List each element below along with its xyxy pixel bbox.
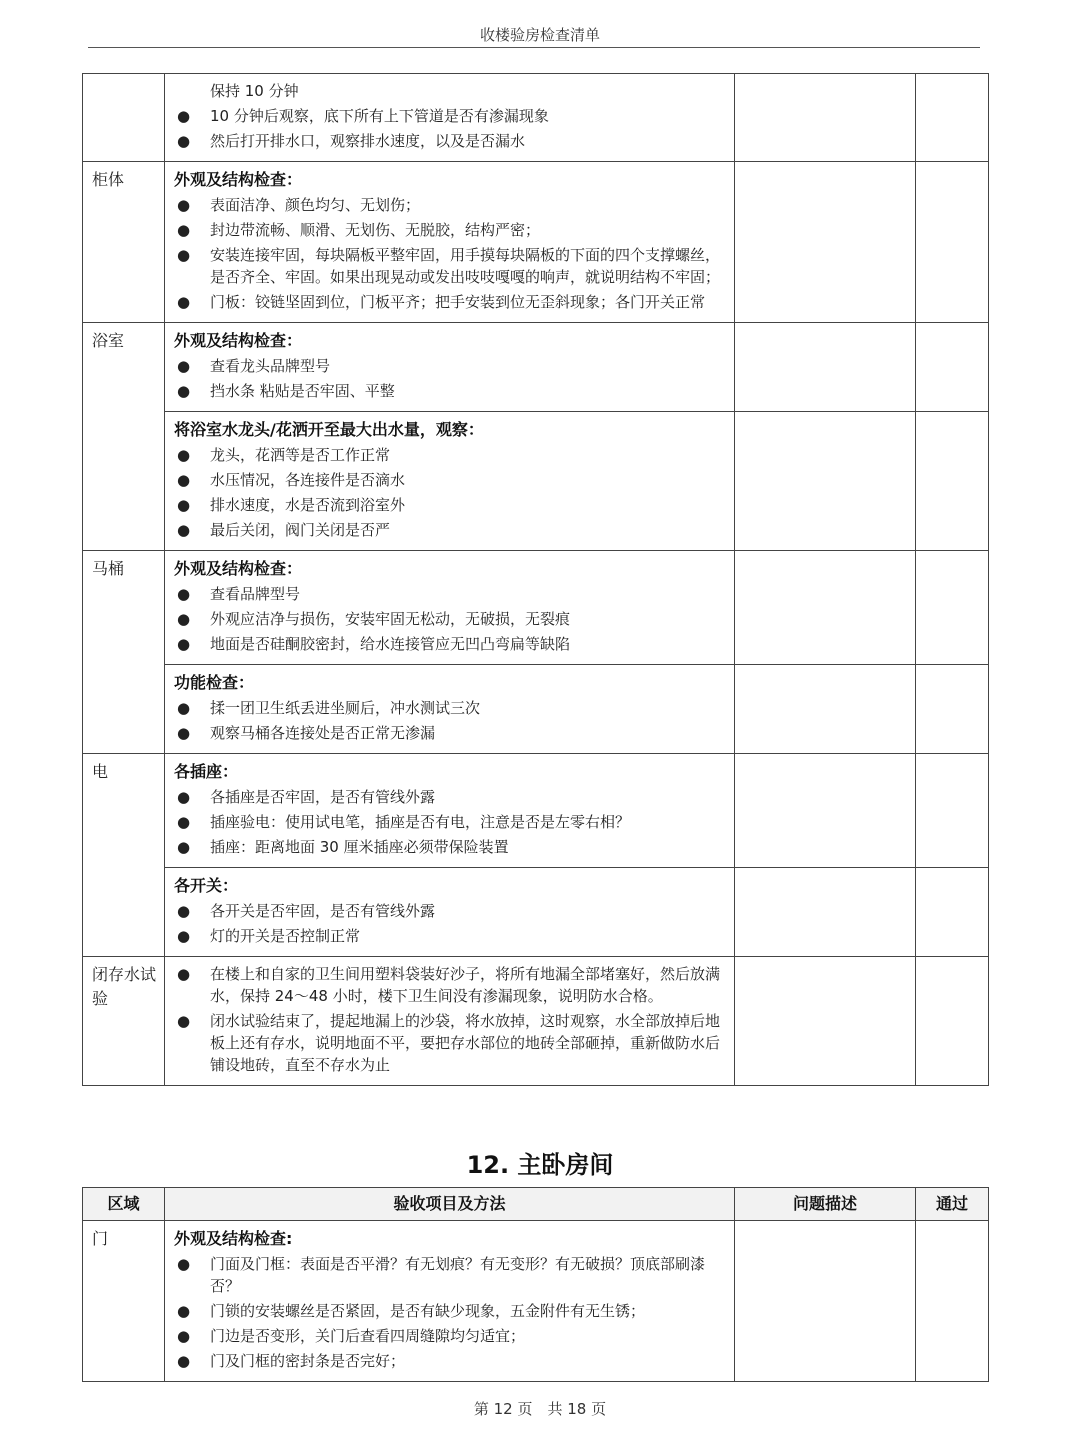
checklist (174, 963, 726, 1076)
list-item-text: 龙头，花洒等是否工作正常 (210, 446, 391, 464)
table-row (83, 665, 989, 754)
bullet-icon: ● (177, 293, 191, 311)
list-item-text: 插座验电：使用试电笔，插座是否有电，注意是否是左零右相？ (210, 813, 631, 831)
header-desc: 问题描述 (735, 1188, 916, 1221)
header-divider (88, 47, 980, 48)
bullet-icon: ● (177, 521, 191, 539)
bullet-icon: ● (177, 724, 191, 742)
section-heading: 各插座： (174, 762, 239, 781)
bullet-icon: ● (177, 382, 191, 400)
header-pass: 通过 (916, 1188, 989, 1221)
list-item (174, 1325, 726, 1347)
bullet-icon: ● (177, 927, 191, 945)
list-item (174, 1350, 726, 1372)
items-cell (165, 162, 735, 323)
problem-description-cell[interactable] (735, 868, 916, 957)
list-item (174, 194, 726, 216)
list-item (174, 722, 726, 744)
section-heading: 外观及结构检查： (174, 170, 303, 189)
list-item-text: 10 分钟后观察，底下所有上下管道是否有渗漏现象 (210, 107, 549, 125)
list-item (174, 583, 726, 605)
problem-description-cell[interactable] (735, 162, 916, 323)
table-row (83, 754, 989, 868)
items-cell (165, 74, 735, 162)
list-item (174, 105, 726, 127)
bullet-icon: ● (177, 699, 191, 717)
list-item-text: 封边带流畅、顺滑、无划伤、无脱胶，结构严密； (210, 221, 541, 239)
list-item (174, 1010, 726, 1076)
bullet-icon: ● (177, 496, 191, 514)
page-footer: 第 12 页 共 18 页 (473, 1400, 607, 1418)
list-item-text: 水压情况，各连接件是否滴水 (210, 471, 406, 489)
page-header-title: 收楼验房检查清单 (479, 26, 600, 44)
header-area: 区域 (83, 1188, 165, 1221)
bullet-icon: ● (177, 635, 191, 653)
list-item (174, 633, 726, 655)
area-cell: 马桶 (83, 551, 165, 754)
list-item (174, 1253, 726, 1297)
items-cell (165, 551, 735, 665)
list-item-text: 然后打开排水口，观察排水速度，以及是否漏水 (210, 132, 526, 150)
list-item (174, 836, 726, 858)
list-item (174, 380, 726, 402)
list-item-text: 闭水试验结束了，提起地漏上的沙袋，将水放掉，这时观察，水全部放掉后地板上还有存水，说明地面不平，要把存水部位的地砖全部砸掉，重新做防水后铺设地砖，直至不存水为止 (210, 1012, 721, 1074)
bullet-icon: ● (177, 1302, 191, 1320)
list-item (174, 494, 726, 516)
bullet-icon: ● (177, 965, 191, 983)
list-item (174, 608, 726, 630)
checklist (174, 444, 726, 541)
items-cell (165, 1221, 735, 1382)
table-row (83, 868, 989, 957)
list-item (174, 786, 726, 808)
items-cell (165, 957, 735, 1086)
section-heading: 外观及结构检查： (174, 331, 303, 350)
list-item-text: 挡水条 粘贴是否牢固、平整 (210, 382, 395, 400)
list-item-text: 观察马桶各连接处是否正常无渗漏 (210, 724, 436, 742)
items-cell (165, 754, 735, 868)
list-item (174, 80, 726, 102)
section-heading: 功能检查： (174, 673, 255, 692)
section-heading: 外观及结构检查： (174, 559, 303, 578)
bullet-icon: ● (177, 221, 191, 239)
list-item-text: 保持 10 分钟 (210, 82, 299, 100)
problem-description-cell[interactable] (735, 323, 916, 412)
checklist (174, 786, 726, 858)
pass-cell[interactable] (916, 323, 989, 412)
list-item (174, 444, 726, 466)
items-cell (165, 323, 735, 412)
list-item-text: 地面是否硅酮胶密封，给水连接管应无凹凸弯扁等缺陷 (210, 635, 571, 653)
list-item-text: 安装连接牢固，每块隔板平整牢固，用手摸每块隔板的下面的四个支撑螺丝，是否齐全、牢固。如果出现晃动或发出吱吱嘎嘎的响声，就说明结构不牢固； (210, 246, 721, 286)
pass-cell[interactable] (916, 754, 989, 868)
pass-cell[interactable] (916, 665, 989, 754)
master-bedroom-table (82, 1187, 989, 1382)
list-item-text: 各插座是否牢固，是否有管线外露 (210, 788, 436, 806)
pass-cell[interactable] (916, 957, 989, 1086)
bullet-icon: ● (177, 838, 191, 856)
checklist (174, 1253, 726, 1372)
section-heading: 将浴室水龙头/花洒开至最大出水量，观察： (174, 420, 484, 439)
list-item-text: 表面洁净、颜色均匀、无划伤； (210, 196, 421, 214)
list-item-text: 门边是否变形，关门后查看四周缝隙均匀适宜； (210, 1327, 526, 1345)
checklist (174, 697, 726, 744)
list-item-text: 灯的开关是否控制正常 (210, 927, 361, 945)
list-item (174, 697, 726, 719)
list-item-text: 各开关是否牢固，是否有管线外露 (210, 902, 436, 920)
problem-description-cell[interactable] (735, 665, 916, 754)
area-cell: 柜体 (83, 162, 165, 323)
table-header-row (83, 1188, 989, 1221)
list-item (174, 355, 726, 377)
bullet-icon: ● (177, 446, 191, 464)
section-title: 12. 主卧房间 (466, 1151, 614, 1179)
inspection-table-continued (82, 73, 989, 1086)
list-item (174, 219, 726, 241)
problem-description-cell[interactable] (735, 551, 916, 665)
section-heading: 各开关： (174, 876, 239, 895)
bullet-icon: ● (177, 585, 191, 603)
list-item (174, 900, 726, 922)
list-item-text: 查看品牌型号 (210, 585, 301, 603)
bullet-icon: ● (177, 357, 191, 375)
bullet-icon: ● (177, 132, 191, 150)
list-item (174, 963, 726, 1007)
section-heading: 外观及结构检查: (174, 1229, 293, 1248)
table-row (83, 957, 989, 1086)
header-items: 验收项目及方法 (165, 1188, 735, 1221)
list-item-text: 插座：距离地面 30 厘米插座必须带保险装置 (210, 838, 509, 856)
list-item-text: 门板：铰链坚固到位，门板平齐；把手安装到位无歪斜现象；各门开关正常 (210, 293, 706, 311)
bullet-icon: ● (177, 902, 191, 920)
list-item-text: 最后关闭，阀门关闭是否严 (210, 521, 391, 539)
table-row (83, 323, 989, 412)
checklist (174, 583, 726, 655)
list-item (174, 244, 726, 288)
bullet-icon: ● (177, 196, 191, 214)
table-row (83, 1221, 989, 1382)
list-item-text: 排水速度，水是否流到浴室外 (210, 496, 406, 514)
list-item-text: 查看龙头品牌型号 (210, 357, 331, 375)
area-cell: 电 (83, 754, 165, 957)
pass-cell[interactable] (916, 74, 989, 162)
pass-cell[interactable] (916, 1221, 989, 1382)
table-row (83, 162, 989, 323)
list-item (174, 291, 726, 313)
bullet-icon: ● (177, 1255, 191, 1273)
list-item (174, 925, 726, 947)
bullet-icon: ● (177, 788, 191, 806)
list-item-text: 门锁的安装螺丝是否紧固，是否有缺少现象，五金附件有无生锈； (210, 1302, 646, 1320)
table-row (83, 74, 989, 162)
list-item-text: 门面及门框：表面是否平滑？有无划痕？有无变形？有无破损？顶底部刷漆否？ (210, 1255, 706, 1295)
checklist (174, 900, 726, 947)
area-cell: 闭存水试验 (83, 957, 165, 1086)
problem-description-cell[interactable] (735, 1221, 916, 1382)
list-item (174, 1300, 726, 1322)
list-item (174, 130, 726, 152)
list-item-text: 揉一团卫生纸丢进坐厕后，冲水测试三次 (210, 699, 481, 717)
bullet-icon: ● (177, 610, 191, 628)
checklist (174, 80, 726, 152)
pass-cell[interactable] (916, 868, 989, 957)
bullet-icon: ● (177, 1327, 191, 1345)
list-item (174, 469, 726, 491)
items-cell (165, 412, 735, 551)
list-item (174, 519, 726, 541)
list-item (174, 811, 726, 833)
table-row (83, 551, 989, 665)
items-cell (165, 665, 735, 754)
list-item-text: 在楼上和自家的卫生间用塑料袋装好沙子，将所有地漏全部堵塞好，然后放满水，保持 24～48 小时，楼下卫生间没有渗漏现象，说明防水合格。 (210, 965, 721, 1005)
problem-description-cell[interactable] (735, 754, 916, 868)
area-cell: 门 (83, 1221, 165, 1382)
problem-description-cell[interactable] (735, 412, 916, 551)
pass-cell[interactable] (916, 162, 989, 323)
bullet-icon: ● (177, 813, 191, 831)
problem-description-cell[interactable] (735, 74, 916, 162)
area-cell (83, 74, 165, 162)
pass-cell[interactable] (916, 412, 989, 551)
bullet-icon: ● (177, 107, 191, 125)
list-item-text: 门及门框的密封条是否完好； (210, 1352, 406, 1370)
list-item-text: 外观应洁净与损伤，安装牢固无松动，无破损，无裂痕 (210, 610, 571, 628)
bullet-icon: ● (177, 246, 191, 264)
items-cell (165, 868, 735, 957)
problem-description-cell[interactable] (735, 957, 916, 1086)
bullet-icon: ● (177, 1352, 191, 1370)
pass-cell[interactable] (916, 551, 989, 665)
area-cell: 浴室 (83, 323, 165, 551)
bullet-icon: ● (177, 1012, 191, 1030)
checklist (174, 194, 726, 313)
bullet-icon: ● (177, 471, 191, 489)
table-row (83, 412, 989, 551)
checklist (174, 355, 726, 402)
